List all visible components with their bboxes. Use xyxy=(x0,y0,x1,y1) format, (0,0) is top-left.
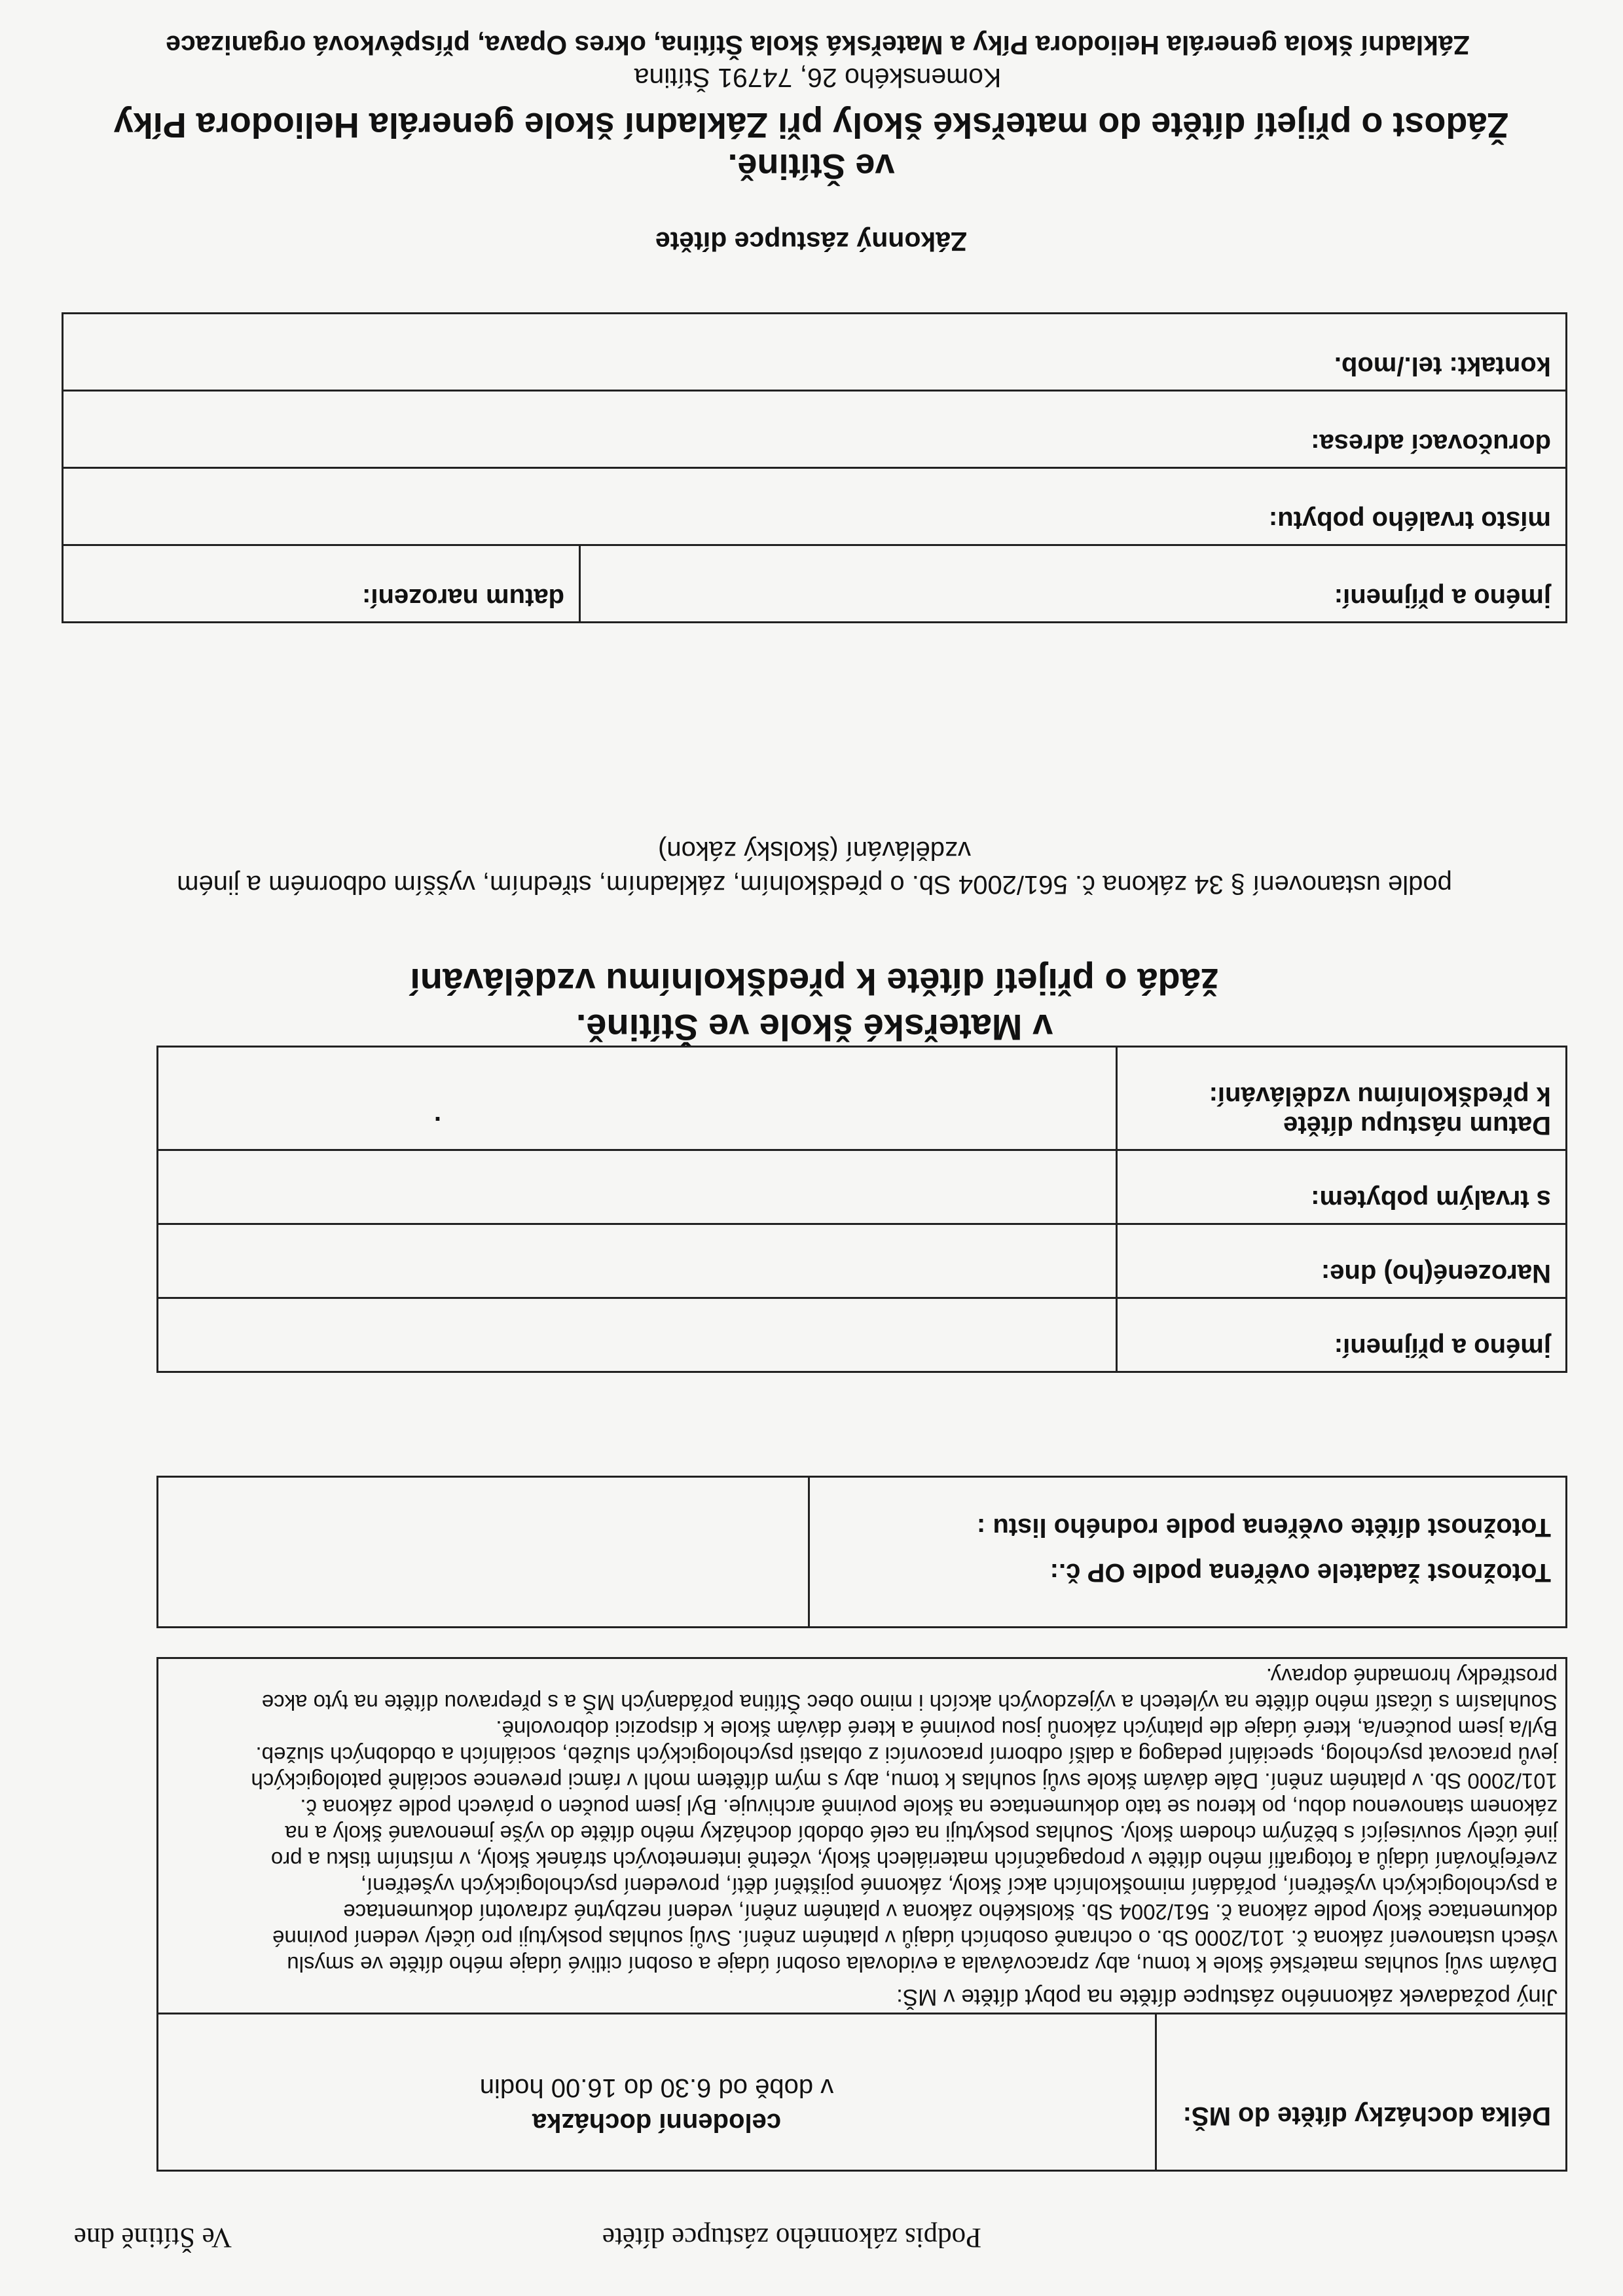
child-residence-input[interactable] xyxy=(158,1150,1117,1224)
legal-basis-line1: podle ustanovení § 34 zákona č. 561/2004 Sb. o předškolním, základním, středním, vyšším odborném a jiném xyxy=(177,870,1452,899)
consent-line: zveřejňování údajů a fotografií mého dítěte v propagačních materiálech školy, včetně internetových stránek školy, v místním tisku a pro xyxy=(270,1848,1558,1872)
guardian-contact-label: kontakt: tel./mob. xyxy=(1334,352,1551,380)
consent-line: 101/2000 Sb. v platném znění. Dále dávám škole svůj souhlas k tomu, aby s mým dítětem mohl v rámci prevence sociálně patologických xyxy=(251,1769,1558,1793)
guardian-residence-label: místo trvalého pobytu: xyxy=(1268,506,1551,535)
guardian-name-cell[interactable] xyxy=(580,545,1567,623)
consent-line: zákonem stanovenou dobu, po kterou se tato dokumentace na škole povinně archivuje. Byl jsem poučen o právech podle zákona č. xyxy=(300,1795,1558,1819)
legal-basis xyxy=(62,833,1567,902)
child-start-label-cell xyxy=(1117,1047,1567,1150)
consent-line: jevů pracovat psycholog, speciální pedagog a další odborní pracovníci z oblasti psychologických služeb, sociálních a obdobných služeb. xyxy=(255,1743,1558,1767)
child-name-input[interactable] xyxy=(158,1298,1117,1372)
child-born-input[interactable] xyxy=(158,1224,1117,1298)
guardian-birth-cell[interactable] xyxy=(63,545,580,623)
signature-label: Podpis zákonného zástupce dítěte xyxy=(602,2222,981,2253)
consent-cell xyxy=(158,1658,1567,2014)
guardian-contact-cell[interactable] xyxy=(63,314,1567,391)
verification-line1: Totožnost žadatele ověřena podle OP č.: xyxy=(1049,1558,1551,1587)
guardian-residence-cell[interactable] xyxy=(63,468,1567,545)
child-table xyxy=(156,1046,1567,1373)
page-title-line2: ve Štítině. xyxy=(727,147,895,186)
child-start-value: . xyxy=(433,1111,441,1140)
child-residence-label: s trvalým pobytem: xyxy=(1311,1185,1551,1214)
child-start-label-line2: k předškolnímu vzdělávání: xyxy=(1209,1082,1551,1110)
guardian-delivery-cell[interactable] xyxy=(63,391,1567,468)
application-line2: v Mateřské škole ve Štítině. xyxy=(575,1007,1053,1048)
consent-line: Byl/a jsem poučen/a, které údaje dle platných zákonů jsou povinné a které dávám škole k dispozici dobrovolně. xyxy=(496,1717,1558,1741)
consent-line: Dávám svůj souhlas mateřské škole k tomu, aby zpracovávala a evidovala osobní údaje a osobní citlivé údaje mého dítěte ve smyslu xyxy=(287,1952,1558,1977)
consent-line: jiné účely související s běžným chodem školy. Souhlas poskytuji na celé období docházky mého dítěte do výše jmenované školy a na xyxy=(285,1821,1558,1846)
verification-table xyxy=(156,1476,1567,1628)
attendance-value2: v době od 6.30 do 16.00 hodin xyxy=(479,2073,834,2102)
consent-text xyxy=(166,1663,1558,1977)
child-name-label-cell xyxy=(1117,1298,1567,1372)
child-born-label: Narozené(ho) dne: xyxy=(1321,1259,1551,1288)
consent-line: a psychologických vyšetření, pořádání mimoškolních akcí školy, zákonné pojištění dětí, provedení psychologických vyšetření, xyxy=(360,1874,1558,1898)
child-name-label: jméno a příjmení: xyxy=(1334,1333,1551,1362)
application-line1: žádá o přijetí dítěte k předškolnímu vzdělávání xyxy=(410,961,1219,1002)
child-residence-label-cell xyxy=(1117,1150,1567,1224)
guardian-delivery-label: doručovací adresa: xyxy=(1311,429,1551,458)
verification-label-cell xyxy=(809,1477,1567,1628)
child-start-input[interactable] xyxy=(158,1047,1117,1150)
place-date-label: Ve Štítině dne xyxy=(73,2222,232,2253)
consent-line: Souhlasím s účastí mého dítěte na výletech a výjezdových akcích i mimo obec Štítina pořádaných MŠ a s přepravou dítěte na tyto akce xyxy=(261,1690,1558,1715)
attendance-label: Délka docházky dítěte do MŠ: xyxy=(1182,2102,1551,2130)
child-born-label-cell xyxy=(1117,1224,1567,1298)
school-address: Komenského 26, 74791 Štítina xyxy=(634,63,1002,93)
attendance-consent-table xyxy=(156,1657,1567,2172)
consent-line: všech ustanovení zákona č. 101/2000 Sb. o ochraně osobních údajů v platném znění. Svůj souhlas poskytuji pro účely vedení povinné xyxy=(272,1926,1558,1950)
page-title-line1: Žádost o přijetí dítěte do mateřské školy při Základní škole generála Heliodora Píky xyxy=(113,105,1509,145)
attendance-value-cell[interactable] xyxy=(158,2014,1156,2171)
legal-basis-line2: vzdělávání (školský zákon) xyxy=(658,836,971,865)
consent-line: prostředky hromadné dopravy. xyxy=(1266,1664,1558,1688)
verification-line2: Totožnost dítěte ověřena podle rodného listu : xyxy=(976,1513,1551,1542)
consent-line: dokumentace školy podle zákona č. 561/2004 Sb. školského zákona v platném znění, vedení nezbytné zdravotní dokumentace xyxy=(343,1900,1558,1924)
school-name: Základní škola generála Heliodora Píky a Mateřská škola Štítina, okres Opava, příspěvková organizace xyxy=(166,30,1470,60)
guardian-table xyxy=(62,312,1567,623)
footer xyxy=(48,2201,1554,2253)
child-start-label-line1: Datum nástupu dítěte xyxy=(1283,1111,1551,1140)
attendance-value1: celodenní docházka xyxy=(532,2108,782,2137)
guardian-birth-label: datum narození: xyxy=(362,583,564,612)
attendance-label-cell xyxy=(1156,2014,1567,2171)
consent-header: Jiný požadavek zákonného zástupce dítěte na pobyt dítěte v MŠ: xyxy=(896,1984,1558,2010)
guardian-name-label: jméno a příjmení: xyxy=(1334,583,1551,612)
verification-input[interactable] xyxy=(158,1477,809,1628)
guardian-heading: Zákonný zástupce dítěte xyxy=(655,227,968,257)
